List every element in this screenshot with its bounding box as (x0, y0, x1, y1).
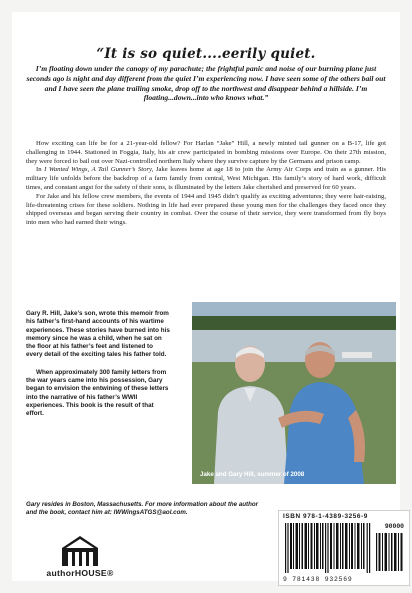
pull-quote (24, 46, 388, 103)
author-contact: Gary resides in Boston, Massachusetts. For more information about the author and the book, contact him at: IWWingsATGS@aol.com. (26, 501, 259, 516)
photo-caption: Jake and Gary Hill, summer of 2008 (200, 471, 305, 478)
book-back-cover (12, 12, 404, 583)
author-photo-illustration (192, 302, 396, 484)
author-photo (192, 302, 396, 484)
isbn-barcode (278, 510, 410, 586)
price-code: 90000 (384, 523, 404, 530)
book-title: I Wanted Wings, A Tail Gunner’s Story, (44, 166, 154, 174)
author-bio-paragraph-2: When approximately 300 family letters from the war years came into his possession, Gary began to envision the entwining of these letters into the narrative of his father’s WWII experiences. This book is the result of that effort. (26, 368, 169, 418)
addon-barcode-bars (376, 533, 404, 571)
synopsis-paragraph-1: How exciting can life be for a 21-year-old fellow? For Harlan “Jake” Hill, a newly minted tail gunner on a B-17, life got challenging in 1944. Stationed in Foggia, Italy, his air crew participated in bombing missions over Europe. On their 27th mission, they were forced to bail out over Nazi-controlled northern Italy where they survive capture by the Germans and prison camp. (26, 140, 386, 165)
isbn-number: ISBN 978-1-4389-3256-9 (283, 513, 368, 520)
book-synopsis (26, 140, 386, 228)
publisher-logo (38, 532, 122, 590)
publisher-name: authorHOUSE® (46, 568, 114, 578)
pull-quote-lead: “It is so quiet....eerily quiet. (96, 46, 316, 62)
synopsis-paragraph-3: For Jake and his fellow crew members, the events of 1944 and 1945 didn’t qualify as exciting adventures; they were hair-raising, life-threatening crises for these soldiers. Nothing in life had ever prepared these young men for the challenges they faced once they shipped overseas and began serving their country in combat. Over the course of their service, they were transformed from fly boys into men who had earned their wings. (26, 192, 386, 227)
synopsis-paragraph-2: In I Wanted Wings, A Tail Gunner’s Story, Jake leaves home at age 18 to join the Army Air Corps and train as a gunner. His military life unfolds before the backdrop of a farm family from central, West Michigan. His family’s story of hard work, difficult times, and constant angst for the safety of their sons, is illuminated by the letters Jake cherished and preserved for 60 years. (26, 166, 386, 191)
pull-quote-body: I’m floating down under the canopy of my parachute; the frightful panic and noise of our burning plane just seconds ago is night and day different from the quiet I’m experiencing now. I have seen some of the others bail out and I have seen the plane trailing smoke, drop off to the northwest and disappear behind a hillside. I’m floating...down...into who knows what.” (26, 64, 386, 103)
ean-digits: 9 781438 932569 (283, 576, 353, 583)
author-bio-paragraph-1: Gary R. Hill, Jake’s son, wrote this memoir from his father’s first-hand accounts of his wartime experiences. These stories have burned into his memory since he was a child, when he sat on the floor at his father’s feet and listened to every detail of the exciting tales his father told. (26, 310, 170, 359)
author-bio (26, 310, 171, 428)
ean-barcode-bars (285, 523, 371, 573)
house-icon (38, 532, 122, 568)
